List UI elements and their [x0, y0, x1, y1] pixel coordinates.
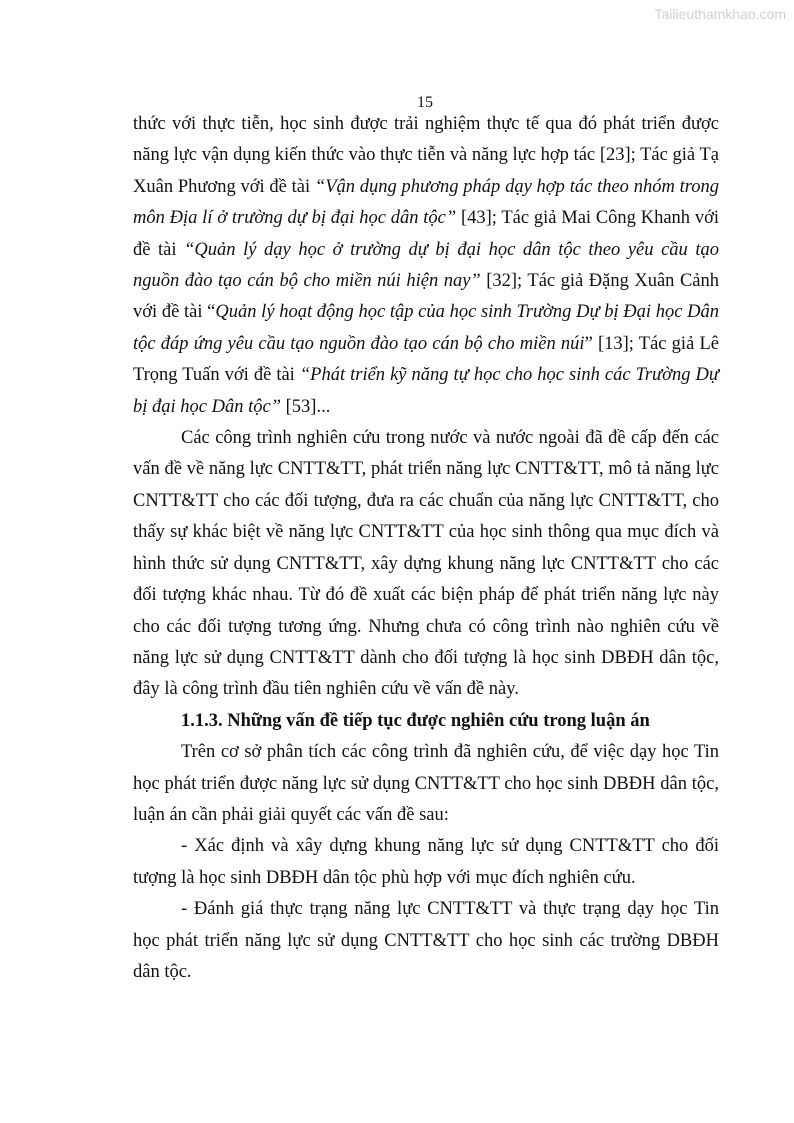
document-body [133, 109, 719, 988]
thesis-title: “Vận dụng phương pháp dạy hợp tác theo nhóm trong môn Địa lí ở trường dự bị đại học dân tộc” [133, 176, 719, 229]
thesis-title: “Quản lý dạy học ở trường dự bị đại học dân tộc theo yêu cầu tạo nguồn đào tạo cán bộ cho miền núi hiện nay” [133, 239, 720, 292]
thesis-title: “Phát triển kỹ năng tự học cho học sinh các Trường Dự bị đại học Dân tộc” [133, 365, 719, 417]
paragraph-text: [43]; Tác giả Mai Công Khanh với đề tài [133, 208, 719, 260]
paragraph-text: [53]... [281, 396, 331, 417]
list-item: - Đánh giá thực trạng năng lực CNTT&TT và thực trạng dạy học Tin học phát triển năng lực sử dụng CNTT&TT cho học sinh các trường DBĐH dân tộc. [133, 899, 719, 982]
watermark-text: Tailieuthamkhao.com [654, 6, 786, 22]
paragraph-summary: Các công trình nghiên cứu trong nước và nước ngoài đã đề cấp đến các vấn đề về năng lực CNTT&TT, phát triển năng lực CNTT&TT, mô tả năng lực CNTT&TT cho các đối tượng, đưa ra các chuẩn của năng lực CNTT&TT, cho thấy sự khác biệt về năng lực CNTT&TT của học sinh thông qua mục đích và hình thức sử dụng CNTT&TT, xây dựng khung năng lực CNTT&TT cho các đối tượng khác nhau. Từ đó đề xuất các biện pháp để phát triển năng lực này cho các đối tượng tương ứng. Nhưng chưa có công trình nào nghiên cứu về năng lực sử dụng CNTT&TT dành cho đối tượng là học sinh DBĐH dân tộc, đây là công trình đầu tiên nghiên cứu về vấn đề này. [133, 428, 719, 700]
paragraph-text: [32]; Tác giả Đặng Xuân Cảnh với đề tài “ [133, 271, 719, 323]
section-heading: 1.1.3. Những vấn đề tiếp tục được nghiên cứu trong luận án [181, 710, 650, 731]
paragraph-text: thức với thực tiễn, học sinh được trải nghiệm thực tế qua đó phát triển được năng lực vận dụng kiến thức vào thực tiễn và năng lực hợp tác [23]; Tác giả Tạ Xuân Phương với đề tài [133, 114, 719, 197]
page-number: 15 [417, 94, 433, 111]
paragraph-text: ” [13]; Tác giả Lê Trọng Tuấn với đề tài [133, 333, 719, 386]
thesis-title: Quản lý hoạt động học tập của học sinh Trường Dự bị Đại học Dân tộc đáp ứng yêu cầu tạo nguồn đào tạo cán bộ cho miền núi [133, 302, 719, 354]
paragraph-references [133, 109, 719, 423]
list-item: - Xác định và xây dựng khung năng lực sử dụng CNTT&TT cho đối tượng là học sinh DBĐH dân tộc phù hợp với mục đích nghiên cứu. [133, 836, 719, 888]
paragraph-intro: Trên cơ sở phân tích các công trình đã nghiên cứu, để việc dạy học Tin học phát triển được năng lực sử dụng CNTT&TT cho học sinh DBĐH dân tộc, luận án cần phải giải quyết các vấn đề sau: [133, 742, 719, 825]
